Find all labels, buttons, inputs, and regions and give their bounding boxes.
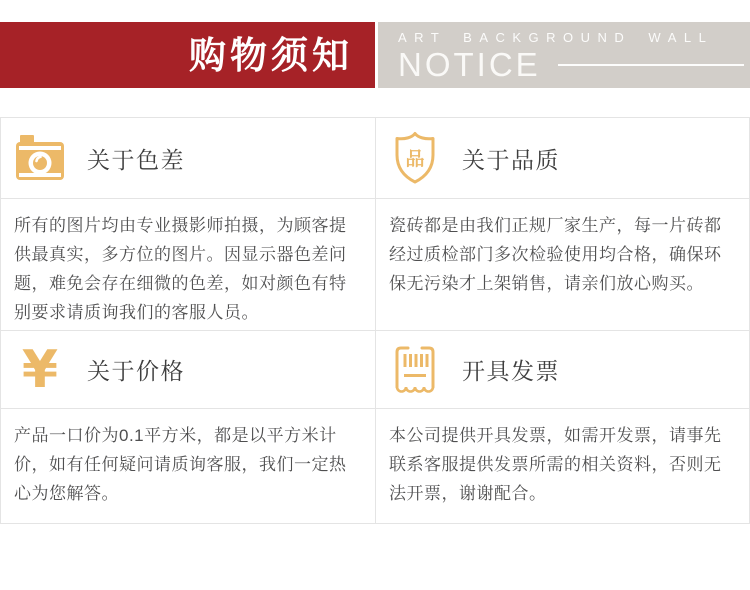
section-price-header <box>1 331 375 409</box>
section-quality <box>375 118 749 331</box>
page-banner <box>0 22 750 88</box>
section-quality-body <box>376 199 749 331</box>
banner-tagline: ART BACKGROUND WALL <box>398 30 714 45</box>
section-title: 开具发票 <box>462 358 560 384</box>
banner-gray-block <box>378 22 750 88</box>
section-invoice-body <box>376 409 749 523</box>
section-body-text: 产品一口价为0.1平方米，都是以平方米计价，如有任何疑问请质询客服，我们一定热心为您解答。 <box>14 426 347 503</box>
section-body-text: 瓷砖都是由我们正规厂家生产，每一片砖都经过质检部门多次检验使用均合格，确保环保无污染才上架销售，请亲们放心购买。 <box>389 216 722 293</box>
banner-notice-text: NOTICE <box>398 46 541 83</box>
section-title: 关于品质 <box>462 146 560 173</box>
section-price <box>1 331 375 523</box>
section-color-difference-body <box>1 199 375 331</box>
section-title: 关于色差 <box>87 146 185 173</box>
camera-icon <box>14 131 66 185</box>
section-price-body <box>1 409 375 523</box>
page-title: 购物须知 <box>189 34 353 76</box>
invoice-receipt-icon <box>389 343 441 397</box>
notice-grid <box>0 117 750 524</box>
section-invoice-header <box>376 331 749 409</box>
section-body-text: 本公司提供开具发票，如需开发票，请事先联系客服提供发票所需的相关资料，否则无法开票，谢谢配合。 <box>389 426 722 503</box>
quality-shield-icon <box>389 131 441 185</box>
section-quality-header <box>376 118 749 199</box>
section-body-text: 所有的图片均由专业摄影师拍摄，为顾客提供最真实，多方位的图片。因显示器色差问题，难免会存在细微的色差，如对颜色有特别要求请质询我们的客服人员。 <box>14 216 347 322</box>
banner-red-block <box>0 22 375 88</box>
section-invoice <box>375 331 749 523</box>
banner-notice-row <box>398 48 744 81</box>
yuan-icon: ¥ <box>21 339 59 400</box>
banner-rule-line <box>558 64 744 66</box>
shield-char: 品 <box>405 149 425 170</box>
section-color-difference <box>1 118 375 331</box>
section-title: 关于价格 <box>87 358 185 384</box>
section-color-difference-header <box>1 118 375 199</box>
